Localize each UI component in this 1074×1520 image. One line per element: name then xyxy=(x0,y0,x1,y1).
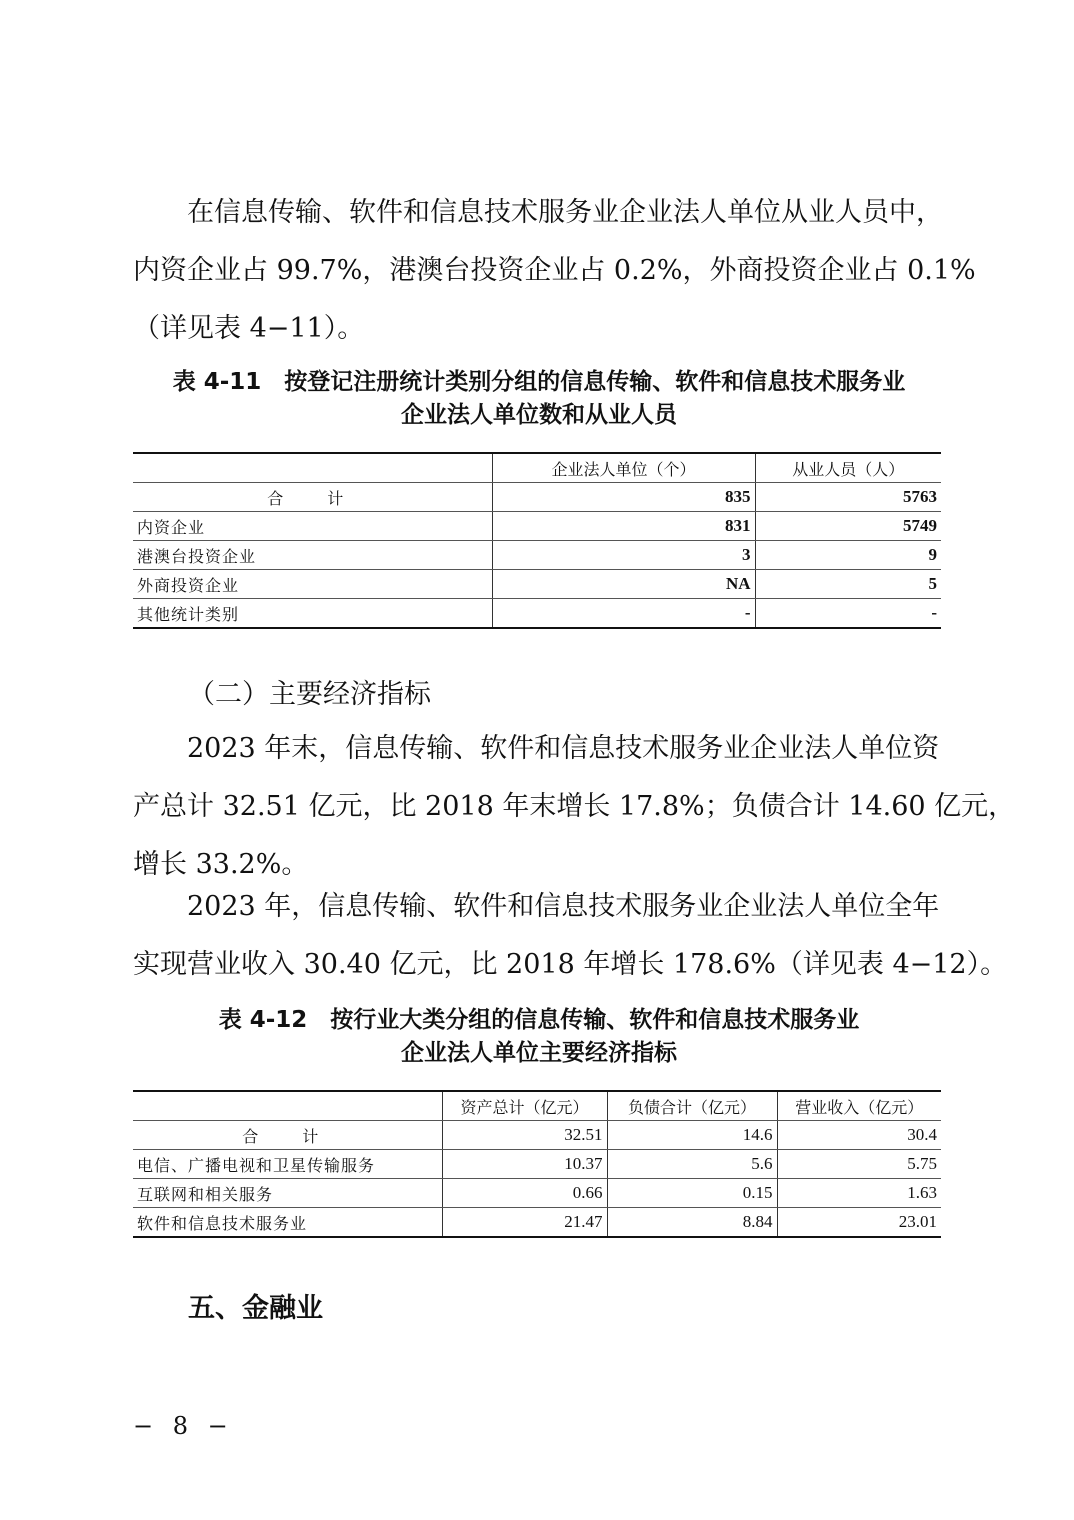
row-label: 内资企业 xyxy=(133,512,492,541)
assets-cell: 10.37 xyxy=(442,1150,607,1179)
table-row xyxy=(133,483,941,512)
table-row xyxy=(133,570,941,599)
table-header-cell: 企业法人单位（个） xyxy=(492,453,755,483)
units-cell: 831 xyxy=(492,512,755,541)
row-label: 外商投资企业 xyxy=(133,570,492,599)
table-4-12-caption xyxy=(133,1004,945,1070)
table-header-cell xyxy=(133,453,492,483)
paragraph-line: （详见表 4−11）。 xyxy=(133,313,365,344)
table-4-12 xyxy=(133,1090,941,1238)
table-row xyxy=(133,1150,941,1179)
employees-cell: 5763 xyxy=(755,483,941,512)
paragraph-employment-share xyxy=(133,184,976,358)
table-row xyxy=(133,1121,941,1150)
units-cell: NA xyxy=(492,570,755,599)
caption-line: 表 4-12 按行业大类分组的信息传输、软件和信息技术服务业 xyxy=(218,1007,860,1033)
paragraph-line: 实现营业收入 30.40 亿元，比 2018 年增长 178.6%（详见表 4−12）。 xyxy=(133,949,1008,980)
paragraph-assets-liabilities xyxy=(133,720,1016,894)
paragraph-line: 内资企业占 99.7%，港澳台投资企业占 0.2%，外商投资企业占 0.1% xyxy=(133,255,976,286)
revenue-cell: 23.01 xyxy=(777,1208,941,1238)
section-heading-finance: 五、金融业 xyxy=(188,1293,323,1324)
row-label: 电信、广播电视和卫星传输服务 xyxy=(133,1150,442,1179)
row-label: 软件和信息技术服务业 xyxy=(133,1208,442,1238)
paragraph-revenue xyxy=(133,878,1008,994)
row-label: 合 计 xyxy=(133,1121,442,1150)
table-header-cell: 从业人员（人） xyxy=(755,453,941,483)
caption-line: 表 4-11 按登记注册统计类别分组的信息传输、软件和信息技术服务业 xyxy=(172,369,906,395)
assets-cell: 32.51 xyxy=(442,1121,607,1150)
table-header-cell: 营业收入（亿元） xyxy=(777,1091,941,1121)
page-number: − 8 − xyxy=(133,1412,234,1440)
paragraph-line: 在信息传输、软件和信息技术服务业企业法人单位从业人员中， xyxy=(187,197,943,228)
liabilities-cell: 14.6 xyxy=(607,1121,777,1150)
units-cell: 3 xyxy=(492,541,755,570)
caption-line: 企业法人单位主要经济指标 xyxy=(401,1040,677,1066)
liabilities-cell: 8.84 xyxy=(607,1208,777,1238)
paragraph-line: 2023 年末，信息传输、软件和信息技术服务业企业法人单位资 xyxy=(187,733,940,764)
table-header-row xyxy=(133,1091,941,1121)
employees-cell: - xyxy=(755,599,941,629)
units-cell: 835 xyxy=(492,483,755,512)
table-4-11 xyxy=(133,452,941,629)
section-heading-economic-indicators: （二）主要经济指标 xyxy=(188,679,431,710)
table-header-cell: 资产总计（亿元） xyxy=(442,1091,607,1121)
row-label: 互联网和相关服务 xyxy=(133,1179,442,1208)
table-row xyxy=(133,512,941,541)
employees-cell: 5 xyxy=(755,570,941,599)
units-cell: - xyxy=(492,599,755,629)
paragraph-line: 增长 33.2%。 xyxy=(133,849,309,880)
employees-cell: 9 xyxy=(755,541,941,570)
assets-cell: 0.66 xyxy=(442,1179,607,1208)
table-row xyxy=(133,1179,941,1208)
assets-cell: 21.47 xyxy=(442,1208,607,1238)
employees-cell: 5749 xyxy=(755,512,941,541)
paragraph-line: 2023 年，信息传输、软件和信息技术服务业企业法人单位全年 xyxy=(187,891,940,922)
table-row xyxy=(133,541,941,570)
liabilities-cell: 5.6 xyxy=(607,1150,777,1179)
liabilities-cell: 0.15 xyxy=(607,1179,777,1208)
caption-line: 企业法人单位数和从业人员 xyxy=(401,402,677,428)
table-row xyxy=(133,599,941,629)
table-header-row xyxy=(133,453,941,483)
revenue-cell: 30.4 xyxy=(777,1121,941,1150)
row-label: 港澳台投资企业 xyxy=(133,541,492,570)
row-label: 其他统计类别 xyxy=(133,599,492,629)
table-row xyxy=(133,1208,941,1238)
revenue-cell: 1.63 xyxy=(777,1179,941,1208)
table-4-11-caption xyxy=(133,366,945,432)
row-label: 合 计 xyxy=(133,483,492,512)
table-header-cell xyxy=(133,1091,442,1121)
table-header-cell: 负债合计（亿元） xyxy=(607,1091,777,1121)
revenue-cell: 5.75 xyxy=(777,1150,941,1179)
paragraph-line: 产总计 32.51 亿元，比 2018 年末增长 17.8%；负债合计 14.60 亿元， xyxy=(133,791,1016,822)
